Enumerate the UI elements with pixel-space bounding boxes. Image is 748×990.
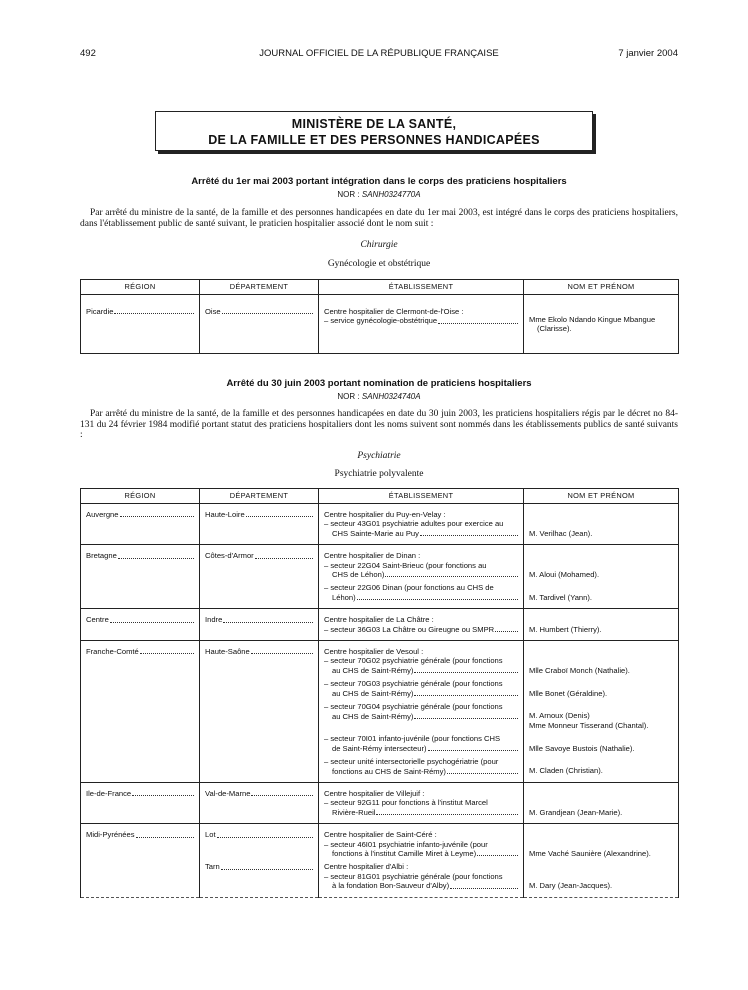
region-cell: Midi-Pyrénées [86, 830, 135, 840]
nom-cell: M. Arnoux (Denis) [529, 711, 590, 721]
col-nom: NOM ET PRÉNOM [524, 489, 679, 504]
table-row [81, 295, 679, 354]
nom-cell: M. Dary (Jean-Jacques). [529, 881, 613, 891]
ministry-box [155, 111, 593, 151]
etablissement-item: – secteur 70G03 psychiatrie générale (pour fonctions au CHS de Saint-Rémy) [324, 679, 518, 698]
arrete1-paragraph: Par arrêté du ministre de la santé, de la famille et des personnes handicapées en date du 1er mai 2003, est intégré dans le corps des praticiens hospitaliers, dans l'établissement public de santé suivant, le praticien hospitalier associé dont le nom suit : [80, 208, 678, 229]
etablissement-title: Centre hospitalier du Puy-en-Velay : [324, 510, 446, 519]
departement-cell: Côtes-d'Armor [205, 551, 254, 561]
col-departement: DÉPARTEMENT [200, 280, 319, 295]
col-etablissement: ÉTABLISSEMENT [319, 280, 524, 295]
col-region: RÉGION [81, 280, 200, 295]
ministry-line1: MINISTÈRE DE LA SANTÉ, [291, 117, 457, 131]
region-cell: Franche-Comté [86, 647, 139, 657]
etablissement-title: Centre hospitalier de Villejuif : [324, 788, 425, 798]
nom-cell: M. Claden (Christian). [529, 766, 603, 776]
ministry-line2: DE LA FAMILLE ET DES PERSONNES HANDICAPÉES [208, 133, 540, 147]
page-header [80, 48, 678, 62]
table-row [81, 609, 679, 641]
arrete1-specialty: Gynécologie et obstétrique [327, 259, 431, 269]
col-region: RÉGION [81, 489, 200, 504]
arrete2-title: Arrêté du 30 juin 2003 portant nomination de praticiens hospitaliers [226, 378, 532, 389]
etablissement-item: – secteur 22G04 Saint-Brieuc (pour fonctions au CHS de Léhon) [324, 561, 518, 580]
departement-cell: Haute-Saône [205, 647, 250, 657]
etablissement-title: Centre hospitalier de La Châtre : [324, 615, 434, 625]
etablissement-item: – secteur 22G06 Dinan (pour fonctions au CHS de Léhon) [324, 583, 518, 602]
departement-cell: Oise [205, 307, 221, 316]
departement-cell: Indre [205, 615, 223, 625]
nom-cell: Mme Monneur Tisserand (Chantal). [529, 720, 649, 730]
arrete1-nor: NOR : SANH0324770A [337, 190, 421, 199]
arrete1-title: Arrêté du 1er mai 2003 portant intégration dans le corps des praticiens hospitaliers [191, 176, 567, 187]
etablissement-title: Centre hospitalier de Saint-Céré : [324, 830, 437, 840]
etablissement-item: – secteur 70G04 psychiatrie générale (pour fonctions au CHS de Saint-Rémy) [324, 702, 518, 721]
region-cell: Bretagne [86, 551, 117, 561]
page-number: 492 [80, 48, 96, 59]
arrete2-nor: NOR : SANH0324740A [337, 392, 421, 401]
arrete2-nor-code: SANH0324740A [361, 392, 421, 401]
nom-cell: Mlle Savoye Bustois (Nathalie). [529, 743, 635, 753]
col-etablissement: ÉTABLISSEMENT [319, 489, 524, 504]
nom-cell: Mme Ekolo Ndando Kingue Mbangue [529, 315, 656, 324]
nom-cell: M. Grandjean (Jean-Marie). [529, 807, 623, 817]
region-cell: Ile-de-France [86, 788, 132, 798]
etablissement-title: Centre hospitalier d'Albi : [324, 862, 409, 872]
nom-cell: M. Aloui (Mohamed). [529, 570, 600, 579]
col-nom: NOM ET PRÉNOM [524, 280, 679, 295]
nom-cell: Mlle Craboï Monch (Nathalie). [529, 665, 630, 675]
nom-cell-cont: (Clarisse). [537, 324, 572, 334]
etablissement-item: – secteur 43G01 psychiatrie adultes pour exercice au CHS Sainte-Marie au Puy [324, 519, 518, 538]
departement-cell: Haute-Loire [205, 510, 245, 519]
region-cell: Picardie [86, 307, 114, 316]
table-row [81, 504, 679, 545]
arrete2-specialty: Psychiatrie polyvalente [334, 469, 424, 479]
etablissement-title: Centre hospitalier de Dinan : [324, 551, 421, 561]
arrete2-discipline: Psychiatrie [357, 451, 401, 461]
nom-cell: M. Verilhac (Jean). [529, 528, 593, 538]
etablissement-item: – secteur 70G02 psychiatrie générale (pour fonctions au CHS de Saint-Rémy) [324, 656, 518, 675]
region-cell: Centre [86, 615, 109, 625]
table-row [81, 545, 679, 609]
table-header-row [81, 489, 679, 504]
etablissement-item: – secteur 46I01 psychiatrie infanto-juvénile (pour fonctions à l'institut Camille Miret à Leyme) [324, 840, 518, 859]
table-arrete2 [80, 488, 679, 898]
publication-date: 7 janvier 2004 [618, 48, 678, 59]
etablissement-title: Centre hospitalier de Clermont-de-l'Oise : [324, 307, 464, 316]
table-header-row [81, 280, 679, 295]
etablissement-title: Centre hospitalier de Vesoul : [324, 647, 424, 657]
arrete1-discipline: Chirurgie [360, 240, 398, 250]
etablissement-item: – secteur 36G03 La Châtre ou Gireugne ou SMPR [324, 625, 518, 634]
journal-title: JOURNAL OFFICIEL DE LA RÉPUBLIQUE FRANÇAISE [259, 48, 499, 59]
table-row [81, 641, 679, 783]
nom-cell: M. Humbert (Thierry). [529, 624, 602, 634]
etablissement-item: – secteur 92G11 pour fonctions à l'institut Marcel Rivière-Rueil [324, 798, 518, 817]
departement-cell: Lot [205, 830, 216, 840]
nom-cell: M. Tardivel (Yann). [529, 592, 593, 602]
table-row [81, 782, 679, 823]
table-arrete1 [80, 279, 679, 354]
nom-cell: Mlle Bonet (Géraldine). [529, 688, 608, 698]
region-cell: Auvergne [86, 510, 119, 519]
etablissement-item: – secteur 81G01 psychiatrie générale (pour fonctions à la fondation Bon-Sauveur d'Alby) [324, 872, 518, 891]
col-departement: DÉPARTEMENT [200, 489, 319, 504]
etablissement-item: – secteur 70I01 infanto-juvénile (pour fonctions CHS de Saint-Rémy intersecteur) [324, 734, 518, 753]
table-row [81, 824, 679, 897]
arrete1-nor-code: SANH0324770A [361, 190, 421, 199]
etablissement-item: – service gynécologie-obstétrique [324, 316, 438, 326]
departement-cell: Val-de-Marne [205, 788, 251, 798]
arrete2-paragraph: Par arrêté du ministre de la santé, de la famille et des personnes handicapées en date du 30 juin 2003, les praticiens hospitaliers régis par le décret no 84-131 du 24 février 1984 modifié portant statut des praticiens hospitaliers dont les noms suivent sont nommés dans les établissements publics de santé suivants : [80, 409, 678, 440]
departement-cell: Tarn [205, 862, 220, 872]
nom-cell: Mme Vaché Saunière (Alexandrine). [529, 848, 651, 858]
etablissement-item: – secteur unité intersectorielle psychogériatrie (pour fonctions au CHS de Saint-Rémy) [324, 757, 518, 776]
